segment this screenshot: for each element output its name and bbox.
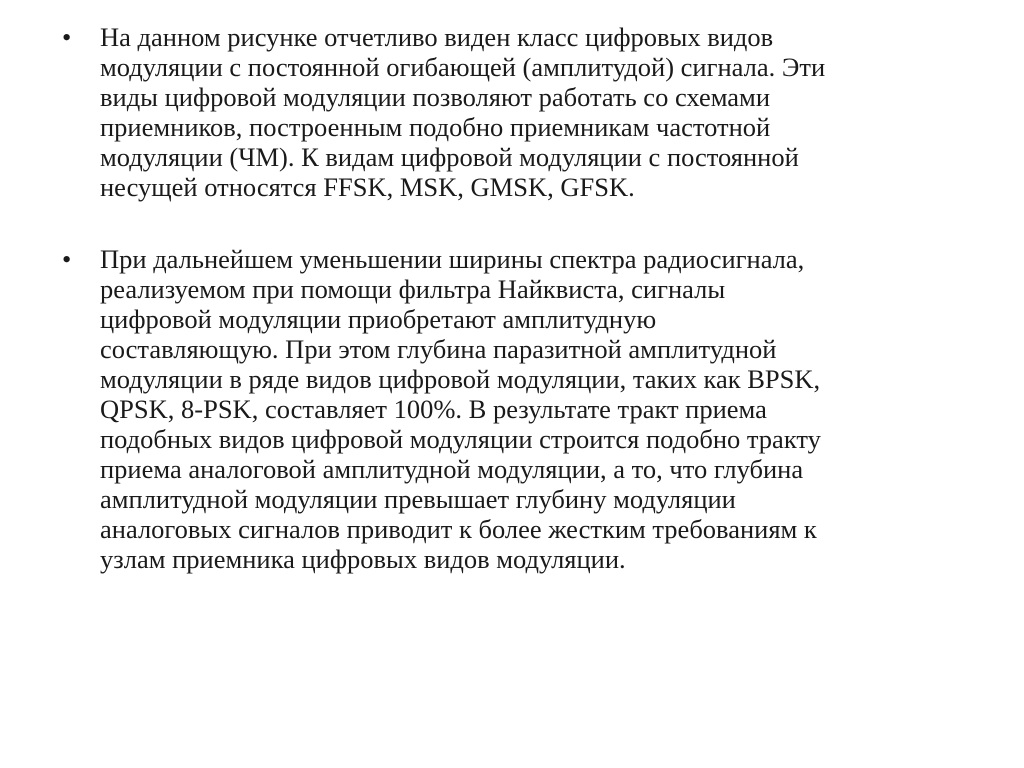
paragraph-2-line-2: реализуемом при помощи фильтра Найквиста, сигналы bbox=[100, 274, 726, 304]
paragraph-1 bbox=[100, 22, 967, 202]
bullet-marker: • bbox=[62, 22, 72, 52]
paragraph-1-line-5: модуляции (ЧМ). К видам цифровой модуляции с постоянной bbox=[100, 142, 799, 172]
bullet-marker: • bbox=[62, 244, 72, 274]
paragraph-2-line-9: амплитудной модуляции превышает глубину модуляции bbox=[100, 484, 736, 514]
paragraph-2-line-10: аналоговых сигналов приводит к более жестким требованиям к bbox=[100, 514, 817, 544]
paragraph-2-line-4: составляющую. При этом глубина паразитной амплитудной bbox=[100, 334, 777, 364]
paragraph-2 bbox=[100, 244, 967, 574]
bullet-list bbox=[62, 22, 967, 616]
paragraph-1-line-3: виды цифровой модуляции позволяют работать со схемами bbox=[100, 82, 771, 112]
paragraph-1-line-4: приемников, построенным подобно приемникам частотной bbox=[100, 112, 771, 142]
paragraph-1-line-6: несущей относятся FFSK, MSK, GMSK, GFSK. bbox=[100, 172, 635, 202]
paragraph-2-line-8: приема аналоговой амплитудной модуляции, а то, что глубина bbox=[100, 454, 804, 484]
paragraph-1-line-2: модуляции с постоянной огибающей (амплитудой) сигнала. Эти bbox=[100, 52, 826, 82]
paragraph-2-line-3: цифровой модуляции приобретают амплитудную bbox=[100, 304, 657, 334]
bullet-item-2 bbox=[62, 244, 967, 574]
paragraph-1-line-1: На данном рисунке отчетливо виден класс цифровых видов bbox=[100, 22, 774, 52]
paragraph-2-line-11: узлам приемника цифровых видов модуляции. bbox=[100, 544, 626, 574]
paragraph-2-line-6: QPSK, 8-PSK, составляет 100%. В результате тракт приема bbox=[100, 394, 767, 424]
paragraph-2-line-5: модуляции в ряде видов цифровой модуляции, таких как BPSK, bbox=[100, 364, 821, 394]
bullet-item-1 bbox=[62, 22, 967, 202]
paragraph-2-line-7: подобных видов цифровой модуляции строится подобно тракту bbox=[100, 424, 821, 454]
paragraph-2-line-1: При дальнейшем уменьшении ширины спектра радиосигнала, bbox=[100, 244, 805, 274]
